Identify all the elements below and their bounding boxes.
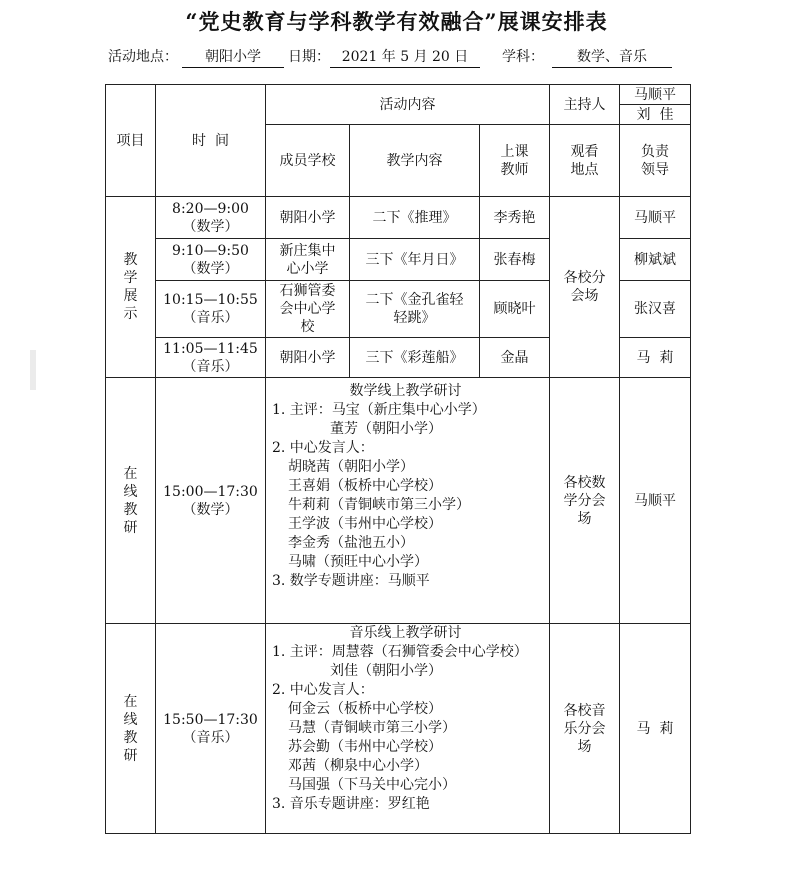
row3-school-l3: 校 [300, 319, 315, 335]
header-school: 成员学校 [266, 125, 350, 197]
row2-leader: 柳斌斌 [620, 239, 691, 281]
header-teacher-l1: 上课 [500, 143, 529, 160]
section2-speaker: 王学波（韦州中心学校） [288, 516, 442, 532]
section2-subject: （数学） [182, 501, 239, 518]
row3-school-l2: 会中心学 [279, 301, 336, 317]
section2-leader: 马顺平 [620, 378, 691, 624]
subject-label: 学科： [502, 49, 544, 65]
row3-time-range: 10:15—10:55 [163, 292, 258, 308]
section3-venue [550, 624, 620, 834]
header-item: 项目 [106, 85, 156, 197]
section3-item-c2: 线 [123, 711, 138, 728]
row1-leader: 马顺平 [620, 197, 691, 239]
row3-school [266, 281, 350, 338]
row3-content-l1: 二下《金孔雀轻 [365, 292, 464, 308]
header-teacher-l2: 教师 [500, 161, 529, 178]
section2-lecture: 3. 数学专题讲座：马顺平 [272, 573, 430, 589]
row1-subject: （数学） [182, 218, 239, 235]
section3-time-range: 15:50—17:30 [163, 711, 258, 728]
section2-venue-l2: 学分会 [563, 492, 606, 509]
page-title: “党史教育与学科教学有效融合”展课安排表 [185, 9, 608, 34]
host-name-1: 马顺平 [620, 85, 691, 105]
section2-time-range: 15:00—17:30 [163, 483, 258, 500]
section1-item-c3: 展 [123, 288, 138, 304]
section3-item-c1: 在 [123, 693, 138, 710]
section1-venue [550, 197, 620, 378]
section2-item-c1: 在 [123, 465, 138, 482]
table-row [106, 197, 691, 239]
section3-venue-l2: 乐分会 [563, 720, 606, 737]
row3-time [156, 281, 266, 338]
row2-time-range: 9:10—9:50 [172, 242, 249, 259]
section2-topic [266, 378, 550, 624]
location-value: 朝阳小学 [182, 46, 284, 68]
section3-speaker: 马国强（下马关中心完小） [288, 777, 456, 793]
section2-reviewer-2: 董芳（朝阳小学） [330, 421, 442, 437]
row4-leader: 马 莉 [620, 338, 691, 378]
host-name-2: 刘 佳 [620, 105, 691, 125]
section3-leader: 马 莉 [620, 624, 691, 834]
section3-reviewer-2: 刘佳（朝阳小学） [330, 663, 442, 679]
section2-speaker: 李金秀（盐池五小） [288, 535, 414, 551]
section3-venue-l3: 场 [577, 738, 592, 755]
row1-school: 朝阳小学 [266, 197, 350, 239]
table-row [106, 378, 691, 624]
row1-content: 二下《推理》 [350, 197, 480, 239]
section2-review-label: 1. 主评： [272, 402, 332, 418]
row2-school-l1: 新庄集中 [279, 242, 336, 259]
date-value: 2021 年 5 月 20 日 [330, 46, 480, 68]
section2-reviewer-1: 马宝（新庄集中心小学） [331, 402, 486, 418]
row3-content-l2: 轻跳》 [393, 310, 436, 326]
row2-school [266, 239, 350, 281]
section1-item-c4: 示 [123, 306, 138, 322]
section2-item-c2: 线 [123, 483, 138, 500]
scan-mark [30, 350, 36, 390]
section3-venue-l1: 各校音 [563, 702, 606, 719]
section3-topic-title: 音乐线上教学研讨 [349, 625, 462, 641]
row4-content: 三下《彩莲船》 [350, 338, 480, 378]
meta-line [108, 46, 672, 68]
header-content: 教学内容 [350, 125, 480, 197]
section2-time [156, 378, 266, 624]
row2-subject: （数学） [182, 260, 239, 277]
section2-venue-l1: 各校数 [563, 474, 606, 491]
section3-subject: （音乐） [182, 729, 239, 746]
section3-speaker: 何金云（板桥中心学校） [288, 701, 442, 717]
row3-content [350, 281, 480, 338]
header-activity: 活动内容 [266, 85, 550, 125]
row1-time [156, 197, 266, 239]
section2-speaker: 王喜娟（板桥中心学校） [288, 478, 442, 494]
row3-teacher: 顾晓叶 [480, 281, 550, 338]
header-leader-l1: 负责 [641, 143, 669, 160]
section3-review-line [272, 643, 549, 662]
section1-venue-l2: 会场 [570, 288, 599, 304]
section2-item-c3: 教 [123, 501, 138, 518]
section3-speaker: 马慧（青铜峡市第三小学） [288, 720, 456, 736]
row2-time [156, 239, 266, 281]
row4-time [156, 338, 266, 378]
section1-item-c2: 学 [123, 270, 138, 286]
row3-subject: （音乐） [182, 310, 239, 326]
section2-speakers-label: 2. 中心发言人： [272, 440, 374, 456]
section2-venue-l3: 场 [577, 510, 592, 527]
section3-speakers-label: 2. 中心发言人： [272, 682, 374, 698]
section1-item-c1: 教 [123, 252, 138, 268]
section3-speaker: 邓茜（柳泉中心小学） [288, 758, 428, 774]
row2-school-l2: 心小学 [286, 260, 329, 277]
section2-item [106, 378, 156, 624]
row4-teacher: 金晶 [480, 338, 550, 378]
row3-school-l1: 石狮管委 [279, 283, 336, 299]
section2-review-line [272, 401, 549, 420]
section3-reviewer-1: 周慧蓉（石狮管委会中心学校） [331, 644, 528, 660]
header-leader-l2: 领导 [641, 161, 669, 178]
section3-item [106, 624, 156, 834]
subject-value: 数学、音乐 [552, 46, 672, 68]
section2-venue [550, 378, 620, 624]
header-time: 时 间 [156, 85, 266, 197]
location-label: 活动地点： [108, 49, 178, 65]
row4-time-range: 11:05—11:45 [163, 340, 258, 357]
section1-venue-l1: 各校分 [563, 270, 606, 286]
row4-school: 朝阳小学 [266, 338, 350, 378]
section2-item-c4: 研 [123, 519, 138, 536]
row2-content: 三下《年月日》 [350, 239, 480, 281]
row2-teacher: 张春梅 [480, 239, 550, 281]
section2-speaker: 胡晓茜（朝阳小学） [288, 459, 414, 475]
table-row [106, 624, 691, 834]
row1-time-range: 8:20—9:00 [172, 200, 249, 217]
row3-leader: 张汉喜 [620, 281, 691, 338]
header-host: 主持人 [550, 85, 620, 125]
section3-time [156, 624, 266, 834]
section2-topic-title: 数学线上教学研讨 [349, 383, 462, 399]
section2-speaker: 马啸（预旺中心小学） [288, 554, 428, 570]
section3-topic [266, 624, 550, 834]
section3-item-c3: 教 [123, 729, 138, 746]
header-leader [620, 125, 691, 197]
section3-speaker: 苏会勤（韦州中心学校） [288, 739, 442, 755]
date-label: 日期： [288, 49, 330, 65]
section3-review-label: 1. 主评： [272, 644, 332, 660]
section2-speaker: 牛莉莉（青铜峡市第三小学） [288, 497, 470, 513]
header-venue-l2: 地点 [570, 161, 599, 178]
row1-teacher: 李秀艳 [480, 197, 550, 239]
section3-lecture: 3. 音乐专题讲座：罗红艳 [272, 796, 430, 812]
schedule-table [105, 84, 691, 834]
section1-item [106, 197, 156, 378]
header-venue [550, 125, 620, 197]
header-teacher [480, 125, 550, 197]
row4-subject: （音乐） [182, 358, 239, 375]
header-row-1 [106, 85, 691, 105]
header-venue-l1: 观看 [570, 143, 599, 160]
section3-item-c4: 研 [123, 747, 138, 764]
